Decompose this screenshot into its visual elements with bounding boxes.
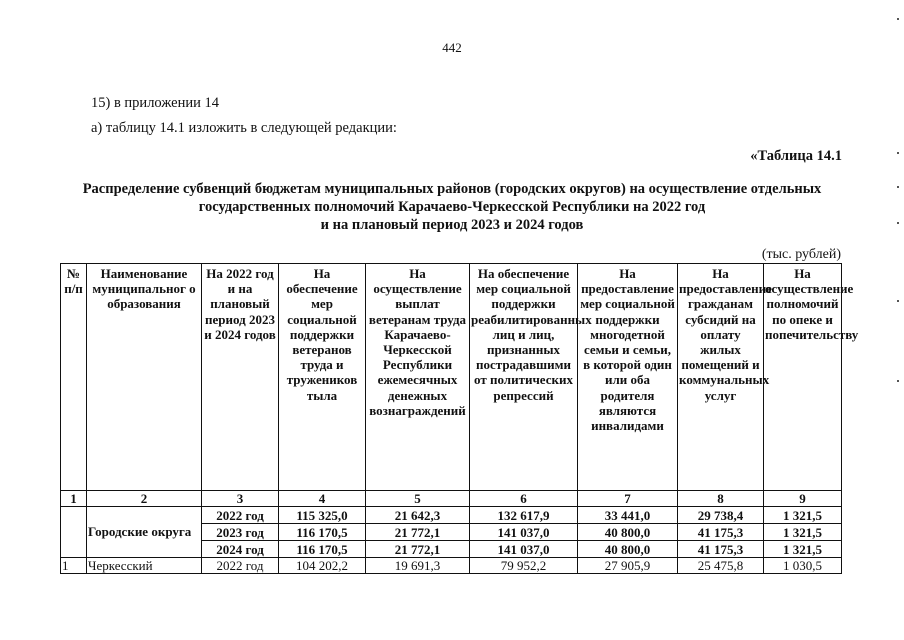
column-number: 6 [470,491,578,507]
column-number: 9 [764,491,842,507]
value-cell: 141 037,0 [470,541,578,558]
subvention-table [60,263,859,574]
value-cell: 1 321,5 [764,541,842,558]
intro-line-2: а) таблицу 14.1 изложить в следующей редакции: [91,120,397,136]
scan-speck [897,300,899,302]
group-name: Городские округа [87,507,202,558]
year-cell: 2022 год [202,507,279,524]
page-number: 442 [442,40,462,55]
table-row [61,507,842,524]
row-number: 1 [61,558,87,574]
value-cell: 41 175,3 [678,541,764,558]
scan-speck [897,222,899,224]
header-col-2: Наименование муниципальног о образования [87,264,202,491]
municipality-name: Черкесский [87,558,202,574]
year-cell: 2022 год [202,558,279,574]
value-cell: 29 738,4 [678,507,764,524]
value-cell: 1 030,5 [764,558,842,574]
value-cell: 21 772,1 [366,524,470,541]
column-number-row [61,491,842,507]
value-cell: 41 175,3 [678,524,764,541]
header-col-4: На обеспечение мер социальной поддержки ветеранов труда и тружеников тыла [279,264,366,491]
column-number: 8 [678,491,764,507]
header-col-6: На обеспечение мер социальной поддержки реабилитированных лиц и лиц, признанных пострадавшими от политических репрессий [470,264,578,491]
scan-speck [897,186,899,188]
value-cell: 104 202,2 [279,558,366,574]
value-cell: 115 325,0 [279,507,366,524]
value-cell: 116 170,5 [279,524,366,541]
value-cell: 1 321,5 [764,507,842,524]
units-label: (тыс. рублей) [761,247,841,262]
scan-speck [897,380,899,382]
table-caption: «Таблица 14.1 [750,148,842,164]
header-row [61,264,842,491]
title-line-3: и на плановый период 2023 и 2024 годов [320,217,584,233]
column-number: 7 [578,491,678,507]
value-cell: 25 475,8 [678,558,764,574]
table-row [61,558,842,574]
intro-line-1: 15) в приложении 14 [91,95,219,111]
value-cell: 21 642,3 [366,507,470,524]
value-cell: 141 037,0 [470,524,578,541]
value-cell: 27 905,9 [578,558,678,574]
column-number: 4 [279,491,366,507]
value-cell: 33 441,0 [578,507,678,524]
value-cell: 40 800,0 [578,541,678,558]
value-cell: 116 170,5 [279,541,366,558]
column-number: 2 [87,491,202,507]
column-number: 5 [366,491,470,507]
header-col-5: На осуществление выплат ветеранам труда Карачаево-Черкесской Республики ежемесячных денежных вознаграждений [366,264,470,491]
header-col-9: На осуществление полномочий по опеке и попечительству [764,264,842,491]
title-line-2: государственных полномочий Карачаево-Черкесской Республики на 2022 год [198,199,706,215]
header-col-3: На 2022 год и на плановый период 2023 и 2024 годов [202,264,279,491]
document-title [30,180,874,234]
year-cell: 2024 год [202,541,279,558]
title-line-1: Распределение субвенций бюджетам муниципальных районов (городских округов) на осуществление отдельных [82,181,822,197]
value-cell: 40 800,0 [578,524,678,541]
group-num-cell [61,507,87,558]
scan-speck [897,152,899,154]
value-cell: 132 617,9 [470,507,578,524]
scan-speck [897,18,899,20]
column-number: 1 [61,491,87,507]
header-col-8: На предоставление гражданам субсидий на оплату жилых помещений и коммунальных услуг [678,264,764,491]
header-col-7: На предоставление мер социальной поддержки многодетной семьи и семьи, в которой один или оба родителя являются инвалидами [578,264,678,491]
value-cell: 21 772,1 [366,541,470,558]
value-cell: 19 691,3 [366,558,470,574]
column-number: 3 [202,491,279,507]
year-cell: 2023 год [202,524,279,541]
value-cell: 79 952,2 [470,558,578,574]
header-col-1: № п/п [61,264,87,491]
value-cell: 1 321,5 [764,524,842,541]
